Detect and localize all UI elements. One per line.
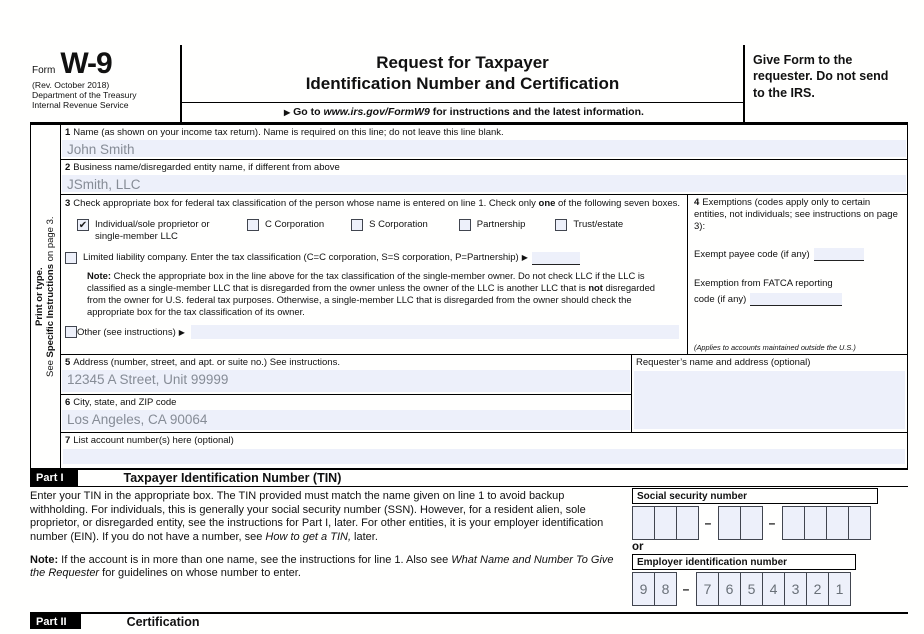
- part2-label: Part II: [30, 614, 81, 629]
- requester-label: Requester’s name and address (optional): [636, 357, 811, 369]
- ein-cell-4[interactable]: 6: [718, 572, 741, 606]
- ein-dash: –: [682, 582, 690, 596]
- exempt-payee-line: [694, 248, 902, 261]
- ein-cell-2[interactable]: 8: [654, 572, 677, 606]
- llc-arrow-icon: ▶: [521, 253, 528, 263]
- note-run2: disregarded from the owner for U.S. federal tax purposes. Otherwise, a single-member LLC that is disregarded from the owner should check the appropriate box for the tax classification of its owner.: [87, 282, 656, 318]
- line3-number: 3: [65, 198, 71, 209]
- irs-url-text: www.irs.gov/FormW9: [323, 106, 430, 118]
- option-other-label: [77, 327, 185, 338]
- department-line2: Internal Revenue Service: [32, 100, 129, 111]
- see-instructions-text: [46, 129, 57, 464]
- form-id-block: [30, 45, 180, 122]
- line6-label: [61, 395, 631, 409]
- fatca-line: [694, 278, 902, 306]
- checkbox-s-corporation[interactable]: [351, 219, 363, 231]
- part1-content: [30, 487, 908, 612]
- other-label-text: Other (see instructions): [77, 326, 176, 338]
- option-llc-label: [83, 252, 528, 263]
- ssn-dash-2: –: [768, 516, 776, 530]
- option-c-corporation: [247, 219, 324, 244]
- part1-note-bold: Note:: [30, 553, 59, 566]
- ssn-cell-5[interactable]: [740, 506, 763, 540]
- part1-p1-run1: Enter your TIN in the appropriate box. The TIN provided must match the name given on line 1 to avoid backup withholding. For individuals, this is generally your social security number (SSN). However, for a resident alien, sole proprietor, or disregarded entity, see the instructions for Part I, later. For other entities, it is your employer identification number (EIN). If you do not have a number, see: [30, 490, 604, 543]
- line3-label: [61, 197, 681, 211]
- ssn-cell-4[interactable]: [718, 506, 741, 540]
- form-title: [182, 45, 743, 102]
- ein-cell-8[interactable]: 2: [806, 572, 829, 606]
- see-pre: See: [44, 357, 56, 377]
- ein-cell-9[interactable]: 1: [828, 572, 851, 606]
- line1-row: [61, 125, 907, 160]
- part2-title: Certification: [126, 615, 200, 629]
- line7-label-text: List account number(s) here (optional): [73, 435, 234, 447]
- ssn-cell-1[interactable]: [632, 506, 655, 540]
- part1-note-run1: If the account is in more than one name, see the instructions for line 1. Also see: [58, 553, 452, 566]
- ssn-cell-6[interactable]: [782, 506, 805, 540]
- print-or-type-text: Print or type.: [33, 267, 45, 326]
- part1-p1-italic: How to get a TIN,: [265, 530, 351, 543]
- department-line1: Department of the Treasury: [32, 90, 137, 101]
- ein-cell-6[interactable]: 4: [762, 572, 785, 606]
- ssn-cell-2[interactable]: [654, 506, 677, 540]
- option-trust-estate: [555, 219, 623, 244]
- applies-note: (Applies to accounts maintained outside the U.S.): [694, 343, 856, 353]
- note-bold2: not: [588, 282, 603, 294]
- line7-row: [61, 433, 907, 468]
- ein-cell-7[interactable]: 3: [784, 572, 807, 606]
- tax-classification-options: [77, 219, 681, 244]
- part1-instructions: [30, 487, 632, 612]
- goto-post-text: for instructions and the latest information.: [429, 106, 644, 118]
- line5-number: 5: [65, 357, 71, 369]
- form-title-block: [180, 45, 745, 122]
- form-word: Form: [32, 65, 56, 76]
- ein-cell-3[interactable]: 7: [696, 572, 719, 606]
- option-llc: [65, 252, 681, 265]
- ssn-dash-1: –: [704, 516, 712, 530]
- other-description-field[interactable]: [191, 325, 679, 339]
- line6-row: [61, 395, 631, 432]
- fatca-label-line2: code (if any): [694, 293, 747, 305]
- option-partnership-label: Partnership: [476, 218, 526, 230]
- line3-label-post: of the following seven boxes.: [555, 198, 681, 209]
- part1-title: Taxpayer Identification Number (TIN): [123, 471, 342, 485]
- option-individual-label: Individual/sole proprietor or single-member LLC: [95, 218, 210, 242]
- option-trust-estate-label: Trust/estate: [573, 218, 624, 230]
- goto-pre-text: Go to: [293, 106, 324, 118]
- see-bold: Specific Instructions: [44, 263, 56, 358]
- option-individual: [77, 219, 221, 244]
- line2-row: [61, 160, 907, 195]
- checkbox-other[interactable]: [65, 326, 77, 338]
- address-field-value[interactable]: 12345 A Street, Unit 99999: [62, 370, 630, 392]
- right-arrow-icon: ▶: [284, 108, 291, 117]
- option-c-corporation-label: C Corporation: [265, 218, 325, 230]
- ssn-cell-9[interactable]: [848, 506, 871, 540]
- or-label: or: [632, 541, 644, 553]
- give-form-note: Give Form to the requester. Do not send to the IRS.: [753, 53, 889, 100]
- city-state-zip-field-value[interactable]: Los Angeles, CA 90064: [62, 410, 630, 430]
- line7-label: [61, 433, 907, 447]
- form-header: [30, 45, 908, 125]
- form-number-line: [32, 47, 176, 80]
- line5-label: [61, 355, 631, 369]
- line3-label-bold: one: [538, 198, 556, 209]
- ssn-cell-7[interactable]: [804, 506, 827, 540]
- ein-cell-1[interactable]: 9: [632, 572, 655, 606]
- line1-label: [61, 125, 907, 139]
- ein-label-box: Employer identification number: [632, 554, 856, 570]
- ssn-cells: [632, 506, 908, 540]
- line5-label-text: Address (number, street, and apt. or suite no.) See instructions.: [73, 357, 340, 369]
- address-block: [61, 355, 631, 432]
- option-s-corporation: [351, 219, 428, 244]
- llc-label-text: Limited liability company. Enter the tax classification (C=C corporation, S=S corporation, P=Partnership): [83, 252, 519, 264]
- line6-label-text: City, state, and ZIP code: [73, 397, 177, 409]
- other-arrow-icon: ▶: [178, 327, 185, 337]
- name-field-value[interactable]: John Smith: [62, 140, 906, 157]
- form-body: [30, 125, 908, 470]
- tin-boxes-column: [632, 487, 908, 612]
- see-post: on page 3.: [44, 216, 56, 264]
- requester-section: [631, 355, 907, 432]
- account-numbers-field[interactable]: [63, 449, 905, 464]
- option-partnership: [459, 219, 526, 244]
- part2-header: [30, 612, 908, 629]
- part1-label: Part I: [30, 470, 78, 486]
- ein-cell-5[interactable]: 5: [740, 572, 763, 606]
- requester-name-address-field[interactable]: [634, 371, 905, 429]
- line3-section: [61, 195, 687, 354]
- line7-number: 7: [65, 435, 71, 447]
- part1-p1-run2: later.: [351, 530, 378, 543]
- line4-section: [687, 195, 907, 354]
- exempt-payee-code-field[interactable]: [814, 248, 864, 261]
- form-fields: [61, 125, 907, 468]
- part1-note-run2: for guidelines on whose number to enter.: [99, 567, 301, 580]
- form-title-line1: Request for Taxpayer: [376, 53, 549, 72]
- part1-header: [30, 470, 908, 487]
- line2-label-text: Business name/disregarded entity name, if different from above: [73, 162, 340, 173]
- checkbox-trust-estate[interactable]: [555, 219, 567, 231]
- checkbox-c-corporation[interactable]: [247, 219, 259, 231]
- line5-line6-row: [61, 355, 907, 433]
- checkbox-individual[interactable]: ✔: [78, 219, 88, 231]
- line2-label: [61, 160, 907, 174]
- option-other: [65, 325, 681, 339]
- line3-label-pre: Check appropriate box for federal tax classification of the person whose name is entered on line 1. Check only: [73, 198, 539, 209]
- part1-note: [30, 554, 624, 581]
- note-run1: Check the appropriate box in the line above for the tax classification of the single-member owner. Do not check LLC if the LLC is classified as a single-member LLC that is disregarded from the owner unless the owner of the LLC is another LLC that is: [87, 270, 645, 294]
- line1-number: 1: [65, 127, 71, 138]
- line2-number: 2: [65, 162, 71, 173]
- form-number: W-9: [60, 47, 112, 80]
- ein-cells: [632, 572, 908, 606]
- fatca-code-field[interactable]: [750, 293, 842, 306]
- checkbox-partnership[interactable]: [459, 219, 471, 231]
- w9-form: [30, 45, 908, 629]
- line5-row: [61, 355, 631, 395]
- fatca-label-line2-wrap: [694, 293, 902, 306]
- exempt-payee-label: Exempt payee code (if any): [694, 248, 810, 260]
- llc-classification-field[interactable]: [532, 252, 580, 265]
- option-s-corporation-label: S Corporation: [369, 218, 428, 230]
- ssn-cell-3[interactable]: [676, 506, 699, 540]
- ssn-cell-8[interactable]: [826, 506, 849, 540]
- fatca-label-line1: Exemption from FATCA reporting: [694, 277, 833, 289]
- sidebar: [31, 125, 61, 468]
- line4-number: 4: [694, 197, 700, 208]
- part1-paragraph: [30, 490, 624, 545]
- business-name-field-value[interactable]: JSmith, LLC: [62, 175, 906, 192]
- line1-label-text: Name (as shown on your income tax return). Name is required on this line; do not leave this line blank.: [73, 127, 504, 138]
- sidebar-vertical-text: [31, 125, 60, 468]
- ssn-label-box: Social security number: [632, 488, 878, 504]
- part1-note-italic: What Name and Number To Give the Requester: [30, 553, 614, 580]
- line4-label-text: Exemptions (codes apply only to certain entities, not individuals; see instructions on page 3):: [694, 197, 898, 232]
- note-bold: Note:: [87, 270, 111, 282]
- form-title-line2: Identification Number and Certification: [305, 74, 620, 94]
- line4-label: [694, 197, 902, 233]
- checkbox-llc[interactable]: [65, 252, 77, 264]
- line3-line4-row: [61, 195, 907, 355]
- goto-instructions-line: [182, 102, 743, 122]
- line3-note: [87, 270, 662, 318]
- line6-number: 6: [65, 397, 71, 409]
- form-revision: (Rev. October 2018): [32, 80, 110, 90]
